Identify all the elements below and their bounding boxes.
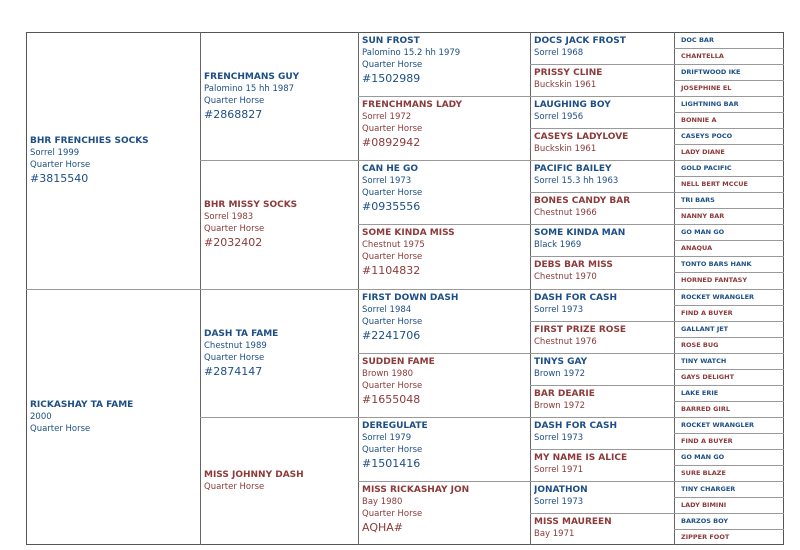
horse-name: LAUGHING BOY bbox=[534, 100, 611, 110]
horse-detail: Sorrel 1973 bbox=[534, 305, 584, 315]
pedigree-cell-gen3 bbox=[362, 292, 528, 353]
pedigree-cell-gen5: GALLANT JET bbox=[681, 325, 729, 333]
pedigree-cell-gen1 bbox=[30, 32, 198, 288]
pedigree-cell-gen4 bbox=[534, 356, 672, 385]
registration-number: #0935556 bbox=[362, 200, 421, 213]
pedigree-cell-gen5: BARRED GIRL bbox=[681, 405, 730, 413]
pedigree-cell-gen4 bbox=[534, 131, 672, 160]
horse-detail: Sorrel 1972 bbox=[362, 112, 412, 122]
horse-name: DASH FOR CASH bbox=[534, 421, 618, 431]
pedigree-cell-gen5: ROSE BUG bbox=[681, 341, 719, 349]
horse-detail: Palomino 15.2 hh 1979 bbox=[362, 48, 461, 58]
horse-detail: Brown 1972 bbox=[534, 369, 586, 379]
registration-number: #2032402 bbox=[204, 235, 263, 249]
pedigree-cell-gen3 bbox=[362, 99, 528, 160]
horse-detail: Brown 1972 bbox=[534, 401, 586, 411]
horse-detail: Chestnut 1975 bbox=[362, 240, 425, 250]
pedigree-cell-gen5: GOLD PACIFIC bbox=[681, 164, 732, 172]
pedigree-cell-gen4 bbox=[534, 67, 672, 96]
pedigree-cell-gen5: CHANTELLA bbox=[681, 52, 724, 60]
pedigree-cell-gen5: GO MAN GO bbox=[681, 228, 725, 236]
horse-name: DOCS JACK FROST bbox=[534, 36, 626, 46]
horse-name: FIRST DOWN DASH bbox=[362, 293, 459, 303]
registration-number: #2868827 bbox=[204, 107, 263, 121]
pedigree-cell-gen2 bbox=[204, 289, 356, 417]
pedigree-cell-gen4 bbox=[534, 420, 672, 449]
pedigree-cell-gen1 bbox=[30, 289, 198, 545]
horse-detail: 2000 bbox=[30, 412, 52, 422]
pedigree-cell-gen5: SURE BLAZE bbox=[681, 469, 726, 477]
horse-name: DEBS BAR MISS bbox=[534, 260, 613, 270]
pedigree-cell-gen4 bbox=[534, 324, 672, 353]
horse-detail: Sorrel 1984 bbox=[362, 305, 412, 315]
horse-detail: Buckskin 1961 bbox=[534, 144, 597, 154]
horse-detail: Sorrel 1999 bbox=[30, 147, 80, 158]
pedigree-cell-gen4 bbox=[534, 195, 672, 224]
horse-detail: Chestnut 1966 bbox=[534, 208, 597, 218]
horse-name: SUN FROST bbox=[362, 36, 420, 46]
pedigree-cell-gen5: FIND A BUYER bbox=[681, 437, 733, 445]
horse-detail: Quarter Horse bbox=[362, 252, 423, 262]
pedigree-cell-gen4 bbox=[534, 99, 672, 128]
pedigree-cell-gen4 bbox=[534, 516, 672, 545]
horse-name: DASH TA FAME bbox=[204, 328, 279, 339]
pedigree-cell-gen5: DOC BAR bbox=[681, 36, 714, 44]
pedigree-cell-gen4 bbox=[534, 35, 672, 64]
horse-detail: Quarter Horse bbox=[204, 223, 265, 234]
horse-detail: Sorrel 1971 bbox=[534, 465, 584, 475]
horse-detail: Quarter Horse bbox=[362, 509, 423, 519]
pedigree-cell-gen3 bbox=[362, 35, 528, 96]
horse-name: JONATHON bbox=[534, 485, 588, 495]
horse-detail: Sorrel 1973 bbox=[362, 176, 412, 186]
pedigree-cell-gen5: CASEYS POCO bbox=[681, 132, 733, 140]
horse-detail: Quarter Horse bbox=[30, 424, 91, 434]
registration-number: #3815540 bbox=[30, 171, 89, 185]
pedigree-cell-gen5: NANNY BAR bbox=[681, 212, 725, 220]
horse-name: PRISSY CLINE bbox=[534, 68, 603, 78]
horse-name: DASH FOR CASH bbox=[534, 293, 618, 303]
registration-number: #2874147 bbox=[204, 364, 263, 378]
pedigree-cell-gen3 bbox=[362, 420, 528, 481]
pedigree-cell-gen5: LADY BIMINI bbox=[681, 501, 727, 509]
pedigree-cell-gen5: TINY CHARGER bbox=[681, 485, 736, 493]
horse-detail: Bay 1980 bbox=[362, 497, 403, 507]
horse-name: PACIFIC BAILEY bbox=[534, 164, 612, 174]
pedigree-cell-gen4 bbox=[534, 227, 672, 256]
horse-name: FRENCHMANS LADY bbox=[362, 100, 462, 110]
horse-name: DEREGULATE bbox=[362, 421, 428, 431]
horse-detail: Sorrel 1973 bbox=[534, 433, 584, 443]
pedigree-cell-gen5: ZIPPER FOOT bbox=[681, 533, 730, 541]
horse-name: CAN HE GO bbox=[362, 164, 419, 174]
horse-detail: Sorrel 1968 bbox=[534, 48, 584, 58]
horse-detail: Sorrel 15.3 hh 1963 bbox=[534, 176, 619, 186]
pedigree-cell-gen5: LADY DIANE bbox=[681, 148, 725, 156]
registration-number: #1502989 bbox=[362, 72, 421, 85]
horse-detail: Black 1969 bbox=[534, 240, 582, 250]
horse-detail: Chestnut 1976 bbox=[534, 337, 597, 347]
horse-name: MISS MAUREEN bbox=[534, 517, 612, 527]
horse-name: FIRST PRIZE ROSE bbox=[534, 325, 627, 335]
horse-name: BAR DEARIE bbox=[534, 389, 595, 399]
horse-name: BHR FRENCHIES SOCKS bbox=[30, 135, 149, 146]
pedigree-cell-gen5: HORNED FANTASY bbox=[681, 276, 748, 284]
horse-name: MY NAME IS ALICE bbox=[534, 453, 628, 463]
horse-name: MISS JOHNNY DASH bbox=[204, 470, 304, 480]
horse-detail: Quarter Horse bbox=[204, 95, 265, 106]
horse-detail: Sorrel 1979 bbox=[362, 433, 412, 443]
pedigree-cell-gen4 bbox=[534, 292, 672, 321]
horse-detail: Chestnut 1989 bbox=[204, 340, 267, 351]
horse-detail: Quarter Horse bbox=[362, 317, 423, 327]
pedigree-cell-gen4 bbox=[534, 163, 672, 192]
pedigree-cell-gen2 bbox=[204, 32, 356, 160]
horse-detail: Chestnut 1970 bbox=[534, 272, 597, 282]
horse-name: BHR MISSY SOCKS bbox=[204, 199, 298, 210]
registration-number: #2241706 bbox=[362, 329, 421, 342]
registration-number: #1104832 bbox=[362, 264, 421, 277]
pedigree-cell-gen5: TRI BARS bbox=[681, 196, 715, 204]
horse-detail: Brown 1980 bbox=[362, 369, 414, 379]
horse-detail: Quarter Horse bbox=[362, 445, 423, 455]
pedigree-cell-gen5: NELL BERT MCCUE bbox=[681, 180, 748, 188]
pedigree-cell-gen3 bbox=[362, 163, 528, 224]
pedigree-cell-gen5: ANAQUA bbox=[681, 244, 713, 252]
horse-name: BONES CANDY BAR bbox=[534, 196, 631, 206]
pedigree-cell-gen5: TONTO BARS HANK bbox=[681, 260, 752, 268]
horse-detail: Quarter Horse bbox=[204, 482, 265, 492]
registration-number: #0892942 bbox=[362, 136, 421, 149]
horse-name: SUDDEN FAME bbox=[362, 357, 435, 367]
horse-detail: Quarter Horse bbox=[30, 159, 91, 170]
pedigree-cell-gen5: GO MAN GO bbox=[681, 453, 725, 461]
horse-detail: Sorrel 1956 bbox=[534, 112, 584, 122]
pedigree-cell-gen5: LIGHTNING BAR bbox=[681, 100, 739, 108]
horse-detail: Buckskin 1961 bbox=[534, 80, 597, 90]
pedigree-cell-gen3 bbox=[362, 484, 528, 545]
registration-number: #1501416 bbox=[362, 457, 421, 470]
pedigree-cell-gen5: ROCKET WRANGLER bbox=[681, 293, 755, 301]
horse-detail: Quarter Horse bbox=[204, 352, 265, 363]
horse-name: RICKASHAY TA FAME bbox=[30, 400, 134, 410]
pedigree-cell-gen5: LAKE ERIE bbox=[681, 389, 719, 397]
pedigree-cell-gen4 bbox=[534, 388, 672, 417]
registration-number: #1655048 bbox=[362, 393, 421, 406]
pedigree-cell-gen5: JOSEPHINE EL bbox=[681, 84, 732, 92]
horse-detail: Quarter Horse bbox=[362, 188, 423, 198]
pedigree-cell-gen4 bbox=[534, 452, 672, 481]
horse-name: FRENCHMANS GUY bbox=[204, 71, 300, 82]
horse-detail: Quarter Horse bbox=[362, 60, 423, 70]
pedigree-cell-gen4 bbox=[534, 259, 672, 288]
pedigree-cell-gen4 bbox=[534, 484, 672, 513]
pedigree-cell-gen5: BARZOS BOY bbox=[681, 517, 729, 525]
horse-detail: Sorrel 1973 bbox=[534, 497, 584, 507]
registration-number: AQHA# bbox=[362, 521, 404, 534]
horse-detail: Sorrel 1983 bbox=[204, 211, 254, 222]
horse-name: SOME KINDA MISS bbox=[362, 228, 455, 238]
horse-name: TINYS GAY bbox=[534, 357, 588, 367]
horse-name: MISS RICKASHAY JON bbox=[362, 485, 470, 495]
horse-detail: Quarter Horse bbox=[362, 124, 423, 134]
horse-detail: Quarter Horse bbox=[362, 381, 423, 391]
pedigree-cell-gen5: FIND A BUYER bbox=[681, 309, 733, 317]
horse-detail: Bay 1971 bbox=[534, 529, 575, 539]
pedigree-cell-gen3 bbox=[362, 356, 528, 417]
pedigree-cell-gen3 bbox=[362, 227, 528, 288]
pedigree-cell-gen2 bbox=[204, 160, 356, 288]
horse-name: CASEYS LADYLOVE bbox=[534, 132, 629, 142]
pedigree-cell-gen5: TINY WATCH bbox=[681, 357, 727, 365]
pedigree-cell-gen5: GAYS DELIGHT bbox=[681, 373, 734, 381]
pedigree-cell-gen2 bbox=[204, 417, 356, 545]
pedigree-cell-gen5: ROCKET WRANGLER bbox=[681, 421, 755, 429]
horse-name: SOME KINDA MAN bbox=[534, 228, 626, 238]
pedigree-cell-gen5: BONNIE A bbox=[681, 116, 717, 124]
pedigree-cell-gen5: DRIFTWOOD IKE bbox=[681, 68, 741, 76]
horse-detail: Palomino 15 hh 1987 bbox=[204, 83, 295, 94]
